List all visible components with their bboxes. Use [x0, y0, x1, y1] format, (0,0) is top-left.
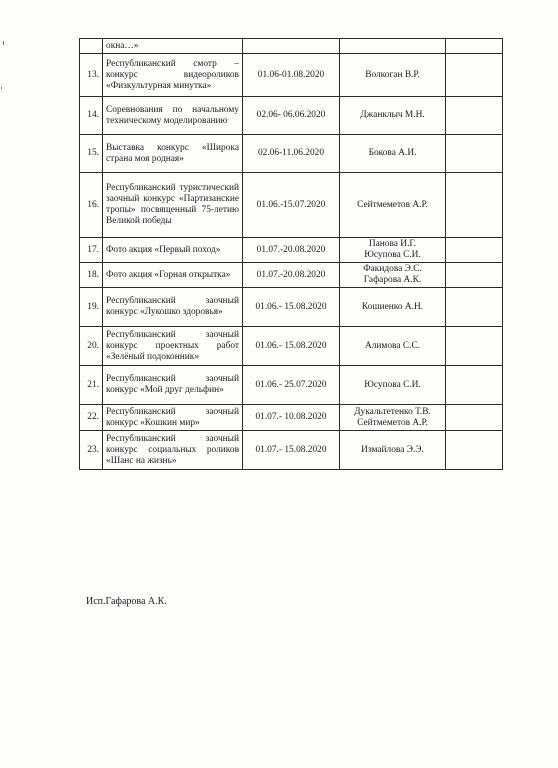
event-name: Республиканский заочный конкурс «Кошкин мир»: [103, 405, 243, 431]
event-responsible: Джанклыч М.Н.: [340, 97, 446, 135]
event-note: [446, 431, 503, 470]
event-dates: 02.06-11.06.2020: [243, 135, 340, 173]
event-responsible: Кошиенко А.Н.: [340, 288, 446, 327]
event-responsible: Волкоган В.Р.: [340, 54, 446, 97]
table-row: [80, 366, 503, 405]
event-note: [446, 327, 503, 366]
event-responsible: Юсупова С.И.: [340, 366, 446, 405]
event-responsible: Бокова А.И.: [340, 135, 446, 173]
table-row: [80, 39, 503, 54]
event-dates: 01.06.- 25.07.2020: [243, 366, 340, 405]
row-number: 17.: [80, 238, 103, 263]
events-table: [79, 38, 503, 470]
event-note: [446, 173, 503, 238]
scan-mark: [3, 41, 4, 45]
event-note: [446, 97, 503, 135]
row-number: 14.: [80, 97, 103, 135]
event-responsible: Измайлова Э.Э.: [340, 431, 446, 470]
event-dates: 01.06.- 15.08.2020: [243, 288, 340, 327]
event-name: Выставка конкурс «Широка страна моя родная»: [103, 135, 243, 173]
table-row: [80, 263, 503, 288]
event-responsible: Факидова Э.С. Гафарова А.К.: [340, 263, 446, 288]
event-dates: 02.06- 06.06.2020: [243, 97, 340, 135]
row-number: 20.: [80, 327, 103, 366]
table-row: [80, 54, 503, 97]
row-number: 18.: [80, 263, 103, 288]
event-note: [446, 135, 503, 173]
event-name: Соревнования по начальному техническому моделированию: [103, 97, 243, 135]
event-name: Республиканский туристический заочный конкурс «Партизанские тропы» посвященный 75-летию Великой победы: [103, 173, 243, 238]
row-number: 19.: [80, 288, 103, 327]
table-row: [80, 288, 503, 327]
event-responsible: Панова И.Г. Юсупова С.И.: [340, 238, 446, 263]
event-responsible: Дукальтетенко Т.В. Сейтмеметов А.Р.: [340, 405, 446, 431]
table-row: [80, 97, 503, 135]
event-name: Республиканский заочный конкурс «Мой друг дельфин»: [103, 366, 243, 405]
event-note: [446, 366, 503, 405]
event-name: окна…»: [103, 39, 243, 54]
event-dates: 01.07.-20.08.2020: [243, 238, 340, 263]
event-dates: 01.07.-20.08.2020: [243, 263, 340, 288]
table-row: [80, 431, 503, 470]
table-row: [80, 238, 503, 263]
event-note: [446, 405, 503, 431]
scan-mark: [1, 87, 2, 89]
event-name: Республиканский заочный конкурс «Лукошко здоровья»: [103, 288, 243, 327]
row-number: 13.: [80, 54, 103, 97]
event-dates: 01.07.- 15.08.2020: [243, 431, 340, 470]
event-responsible: Алимова С.С.: [340, 327, 446, 366]
executor-signature-line: Исп.Гафарова А.К.: [86, 596, 167, 607]
row-number: 21.: [80, 366, 103, 405]
event-dates: 01.06.-15.07.2020: [243, 173, 340, 238]
event-name: Республиканский заочный конкурс социальных роликов «Шанс на жизнь»: [103, 431, 243, 470]
event-note: [446, 263, 503, 288]
event-dates: [243, 39, 340, 54]
table-row: [80, 173, 503, 238]
event-name: Республиканский смотр – конкурс видеороликов «Физкультурная минутка»: [103, 54, 243, 97]
event-name: Фото акция «Первый поход»: [103, 238, 243, 263]
table-row: [80, 327, 503, 366]
event-dates: 01.06.- 15.08.2020: [243, 327, 340, 366]
row-number: [80, 39, 103, 54]
event-note: [446, 39, 503, 54]
event-dates: 01.06-01.08.2020: [243, 54, 340, 97]
row-number: 16.: [80, 173, 103, 238]
table-row: [80, 405, 503, 431]
event-name: Фото акция «Горная открытка»: [103, 263, 243, 288]
event-responsible: [340, 39, 446, 54]
row-number: 23.: [80, 431, 103, 470]
table-row: [80, 135, 503, 173]
event-responsible: Сейтмеметов А.Р.: [340, 173, 446, 238]
row-number: 22.: [80, 405, 103, 431]
event-note: [446, 54, 503, 97]
event-name: Республиканский заочный конкурс проектных работ «Зелёный подоконник»: [103, 327, 243, 366]
event-note: [446, 288, 503, 327]
event-dates: 01.07.- 10.08.2020: [243, 405, 340, 431]
event-note: [446, 238, 503, 263]
row-number: 15.: [80, 135, 103, 173]
